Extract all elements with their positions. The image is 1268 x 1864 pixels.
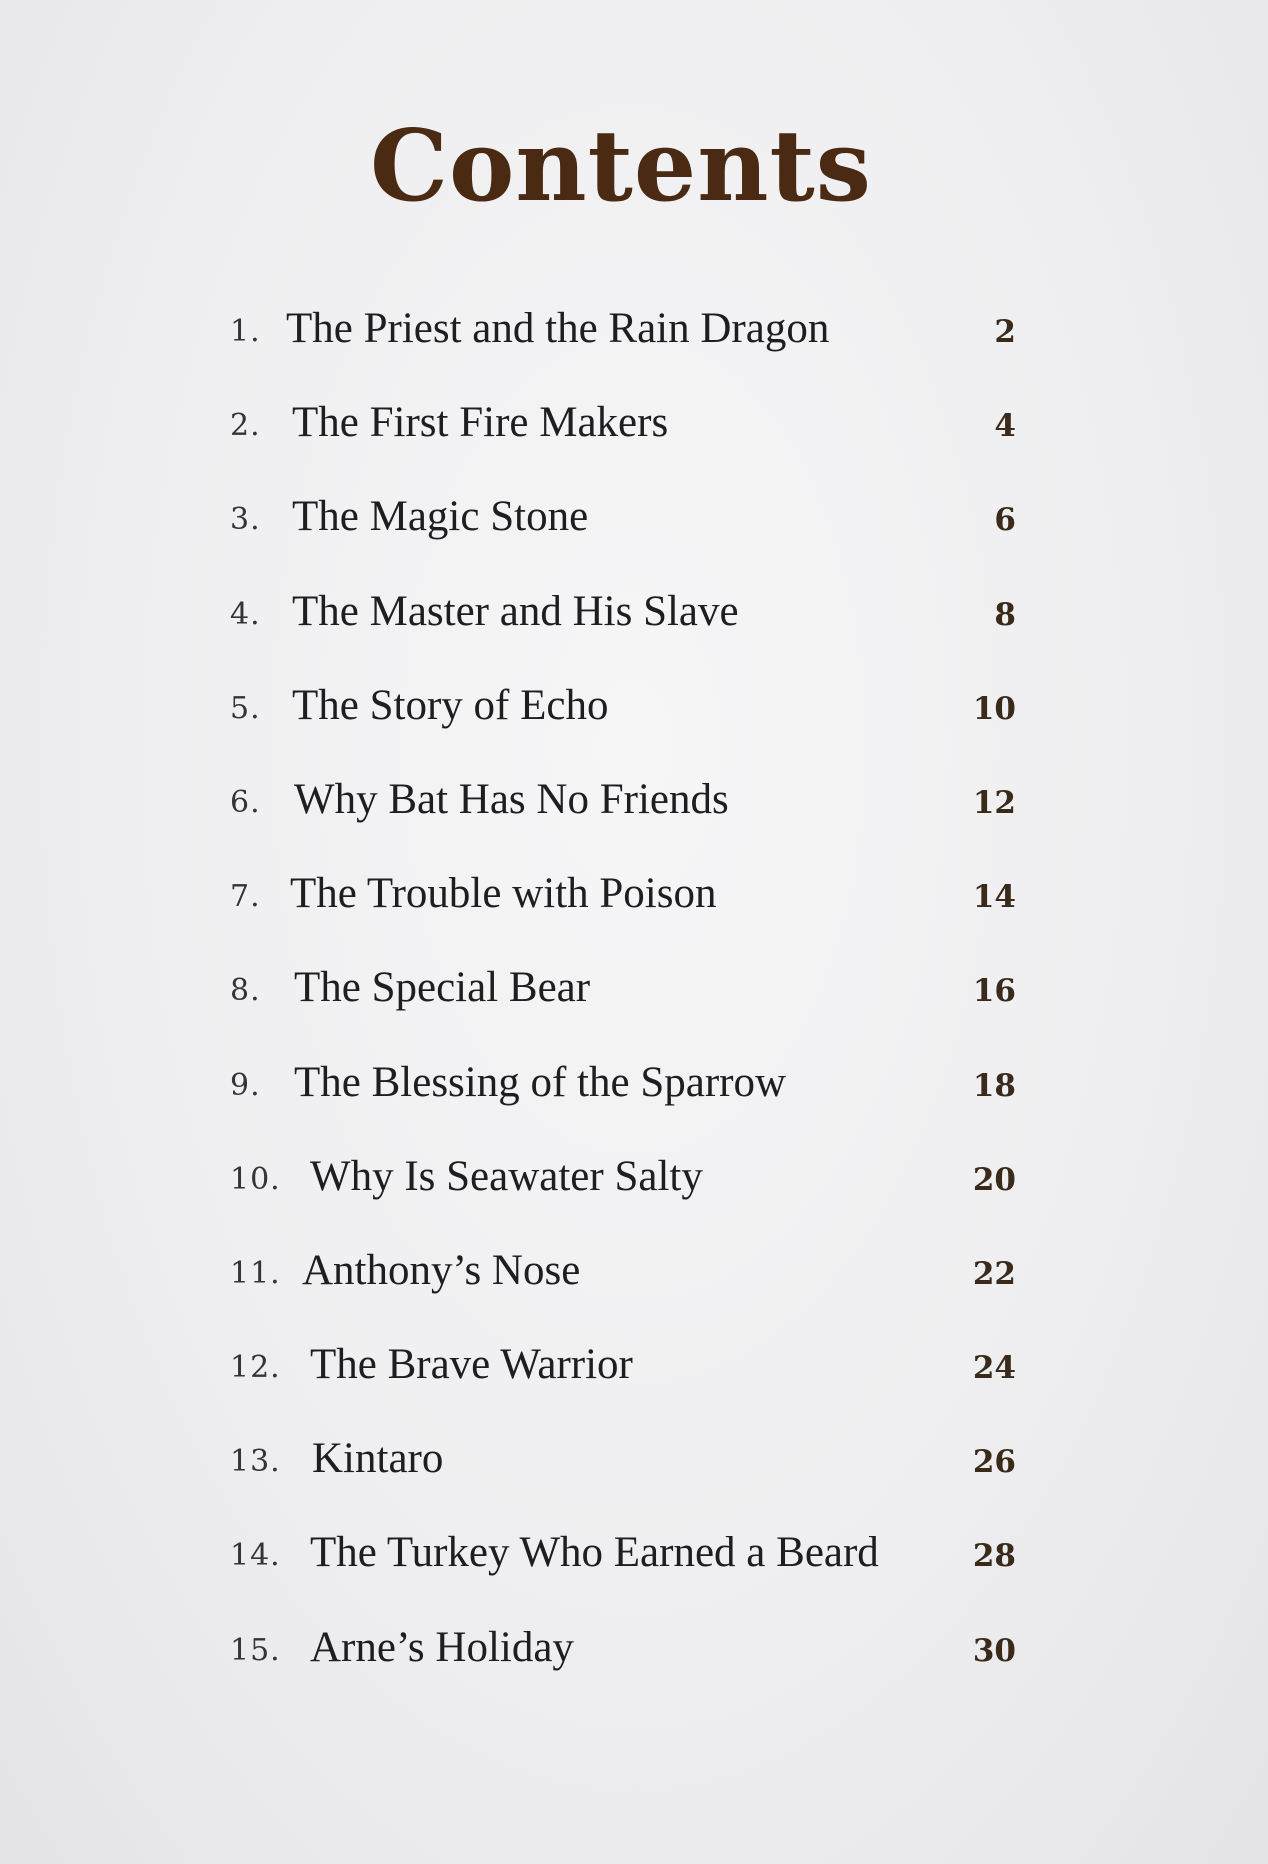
entry-title: Why Bat Has No Friends [294,775,729,823]
toc-entry [230,1524,1020,1618]
entry-title: Anthony’s Nose [302,1246,581,1294]
entry-page-number: 10 [972,690,1016,727]
entry-number: 13. [230,1444,281,1480]
entry-page-number: 20 [972,1161,1016,1198]
page-title: Contents [370,109,872,224]
toc-entry [230,583,1020,677]
entry-title: The Turkey Who Earned a Beard [310,1529,879,1577]
entry-page-number: 8 [994,596,1016,633]
entry-title: The Priest and the Rain Dragon [286,305,830,352]
entry-title: The Master and His Slave [292,587,739,635]
table-of-contents [230,300,1020,1713]
entry-number: 10. [230,1161,281,1197]
entry-page-number: 18 [972,1067,1016,1104]
toc-entry [230,1242,1020,1336]
entry-title: Why Is Seawater Salty [310,1152,703,1200]
entry-number: 5. [230,690,261,726]
entry-title: Arne’s Holiday [310,1623,574,1671]
toc-entry [230,300,1020,394]
entry-number: 4. [230,596,261,632]
entry-title: The Brave Warrior [310,1341,633,1389]
entry-page-number: 24 [972,1350,1016,1387]
toc-entry [230,1054,1020,1148]
entry-page-number: 14 [972,879,1016,916]
entry-page-number: 6 [994,502,1016,539]
entry-page-number: 26 [972,1444,1016,1481]
entry-number: 2. [230,408,261,444]
entry-number: 1. [230,314,261,349]
toc-entry [230,1148,1020,1242]
entry-number: 12. [230,1350,281,1386]
entry-title: The Magic Stone [292,493,589,541]
toc-entry [230,865,1020,959]
entry-number: 14. [230,1538,281,1574]
entry-title: Kintaro [312,1435,444,1483]
entry-page-number: 30 [972,1632,1016,1669]
entry-page-number: 16 [972,973,1016,1010]
toc-entry [230,488,1020,582]
toc-entry [230,959,1020,1053]
toc-entry [230,771,1020,865]
entry-number: 7. [230,879,261,915]
entry-title: The Special Bear [294,964,591,1012]
toc-entry [230,394,1020,488]
toc-entry [230,677,1020,771]
entry-number: 9. [230,1067,261,1103]
entry-number: 15. [230,1632,281,1668]
toc-entry [230,1430,1020,1524]
entry-title: The First Fire Makers [292,399,669,447]
entry-title: The Story of Echo [292,681,609,729]
entry-title: The Trouble with Poison [290,870,717,918]
entry-number: 3. [230,502,261,538]
toc-entry [230,1619,1020,1713]
entry-number: 6. [230,784,261,820]
toc-entry [230,1336,1020,1430]
entry-number: 8. [230,973,261,1009]
entry-title: The Blessing of the Sparrow [294,1058,787,1106]
entry-page-number: 12 [972,784,1016,821]
entry-number: 11. [230,1255,281,1291]
entry-page-number: 22 [972,1255,1016,1292]
entry-page-number: 28 [972,1538,1016,1575]
entry-page-number: 2 [994,314,1016,350]
entry-page-number: 4 [994,408,1016,445]
